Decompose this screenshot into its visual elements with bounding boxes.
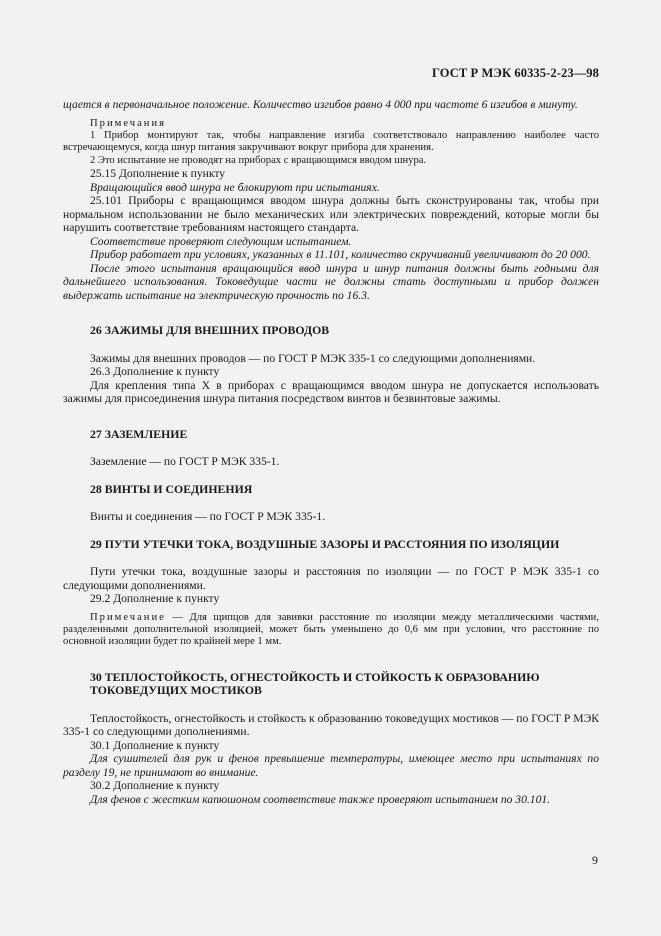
section-25-101-after: После этого испытания вращающийся ввод шнура и шнур питания должны быть годными для дальнейшего использования. Токоведущие части не должны стать доступными и прибор должен выдержать испытание на электрическую прочность по 16.3.	[63, 261, 599, 302]
section-25-101-check: Соответствие проверяют следующим испытанием.	[90, 234, 352, 248]
section-25-15-title: 25.15 Дополнение к пункту	[90, 167, 226, 181]
section-25-101-text: 25.101 Приборы с вращающимся вводом шнура должны быть сконструированы так, чтобы при нормальном использовании не было механических или электрических повреждений, которые могли бы нарушить соответствие требованиям настоящего стандарта.	[63, 194, 599, 235]
section-28-title: 28 ВИНТЫ И СОЕДИНЕНИЯ	[90, 481, 253, 496]
section-26-3-title: 26.3 Дополнение к пункту	[90, 365, 220, 379]
section-29-text: Пути утечки тока, воздушные зазоры и расстояния по изоляции — по ГОСТ Р МЭК 335-1 со следующими дополнениями.	[63, 565, 599, 592]
note-text: — Для щипцов для завивки расстояние по изоляции между металлическими частями, разделенными дополнительной изоляцией, может быть уменьшено до 0,6 мм при условии, что расстояние по основной изоляции будет по крайней мере 1 мм.	[63, 611, 599, 648]
section-26-3-text: Для крепления типа X в приборах с вращающимся вводом шнура не допускается использовать зажимы для присоединения шнура питания посредством винтов и безвинтовые зажимы.	[63, 378, 599, 406]
section-26-title: 26 ЗАЖИМЫ ДЛЯ ВНЕШНИХ ПРОВОДОВ	[90, 323, 330, 338]
section-30-text: Теплостойкость, огнестойкость и стойкость к образованию токоведущих мостиков — по ГОСТ Р МЭК 335-1 со следующими дополнениями.	[63, 711, 599, 739]
section-29-title: 29 ПУТИ УТЕЧКИ ТОКА, ВОЗДУШНЫЕ ЗАЗОРЫ И РАССТОЯНИЯ ПО ИЗОЛЯЦИИ	[90, 536, 560, 551]
note-label: Примечание	[90, 611, 166, 623]
section-25-101-test: Прибор работает при условиях, указанных в 11.101, количество скручиваний увеличивают до 20 000.	[90, 248, 591, 262]
page-content	[63, 98, 599, 806]
section-30-2-text: Для фенов с жестким капюшоном соответствие также проверяют испытанием по 30.101.	[90, 792, 551, 806]
notes-heading: Примечания	[90, 117, 166, 129]
section-30-1-title: 30.1 Дополнение к пункту	[90, 738, 220, 752]
section-26-text: Зажимы для внешних проводов — по ГОСТ Р МЭК 335-1 со следующими дополнениями.	[90, 351, 536, 365]
section-29-2-title: 29.2 Дополнение к пункту	[90, 592, 220, 606]
standard-code-header: ГОСТ Р МЭК 60335-2-23—98	[432, 66, 599, 80]
section-29-2-note	[63, 612, 599, 649]
section-25-15-text: Вращающийся ввод шнура не блокируют при испытаниях.	[90, 180, 380, 194]
section-27-title: 27 ЗАЗЕМЛЕНИЕ	[90, 426, 188, 441]
page-number: 9	[592, 853, 598, 867]
section-30-1-text: Для сушителей для рук и фенов превышение температуры, имеющее место при испытаниях по разделу 19, не принимают во внимание.	[63, 752, 599, 779]
section-30-2-title: 30.2 Дополнение к пункту	[90, 779, 220, 793]
section-27-text: Заземление — по ГОСТ Р МЭК 335-1.	[90, 455, 280, 469]
note-1: 1 Прибор монтируют так, чтобы направление изгиба соответствовало направлению наиболее часто встречающемуся, когда шнур питания закручивают вокруг прибора для хранения.	[63, 129, 599, 154]
section-30-title: 30 ТЕПЛОСТОЙКОСТЬ, ОГНЕСТОЙКОСТЬ И СТОЙКОСТЬ К ОБРАЗОВАНИЮ ТОКОВЕДУЩИХ МОСТИКОВ	[90, 669, 540, 698]
note-2: 2 Это испытание не проводят на приборах с вращающимся вводом шнура.	[90, 154, 427, 166]
section-28-text: Винты и соединения — по ГОСТ Р МЭК 335-1.	[90, 510, 326, 524]
paragraph-continuation: щается в первоначальное положение. Количество изгибов равно 4 000 при частоте 6 изгибов в минуту.	[63, 98, 578, 111]
